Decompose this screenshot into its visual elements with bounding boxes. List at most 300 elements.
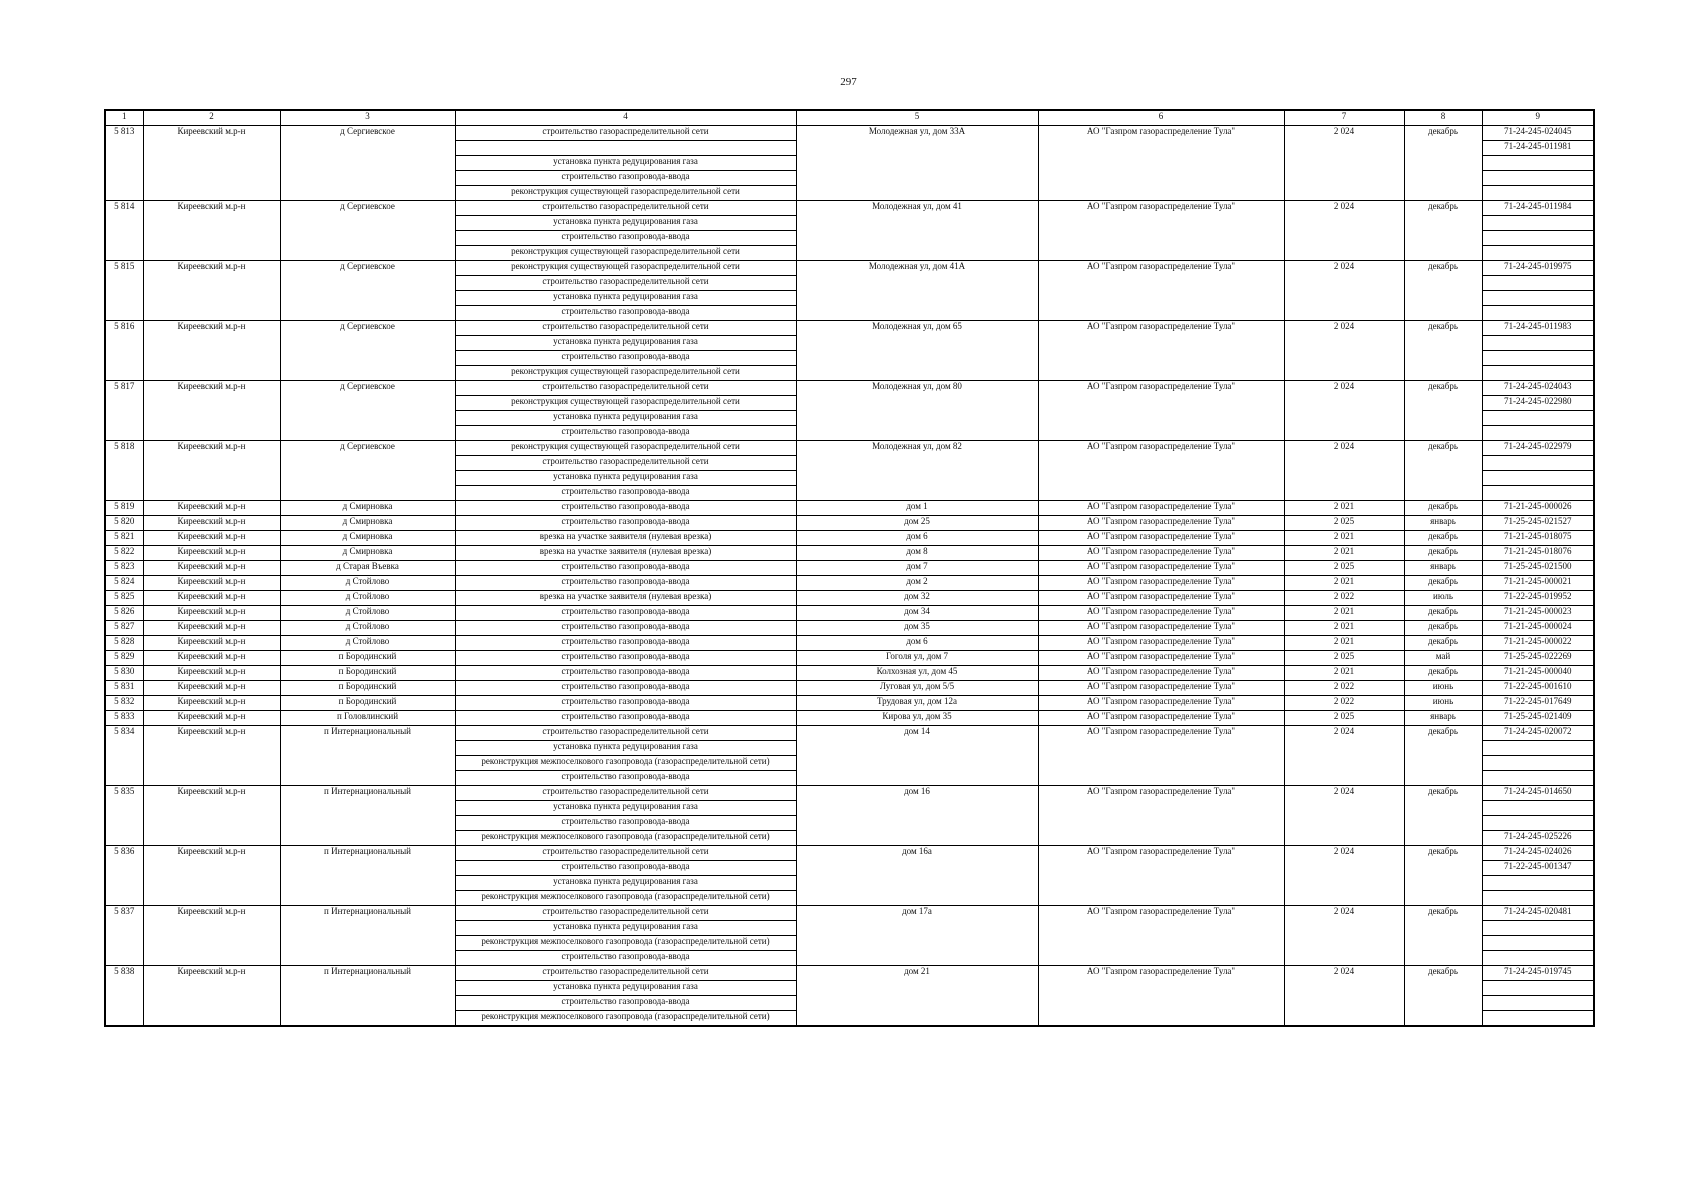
work-type-cell: реконструкция межпоселкового газопровода (газораспределительной сети) [455,891,796,906]
year-cell: 2 024 [1284,726,1404,786]
application-id-cell: 71-21-245-000023 [1482,606,1594,621]
month-cell: июль [1404,591,1482,606]
application-id-cell: 71-25-245-021409 [1482,711,1594,726]
record-number: 5 813 [105,126,143,201]
work-type-cell: установка пункта редуцирования газа [455,411,796,426]
application-id-cell [1482,486,1594,501]
month-cell: декабрь [1404,966,1482,1027]
column-header: 3 [280,110,455,126]
locality-cell: д Смирновка [280,516,455,531]
table-row [105,681,1594,696]
locality-cell: п Бородинский [280,666,455,681]
locality-cell: д Сергиевское [280,441,455,501]
work-type-cell: строительство газораспределительной сети [455,201,796,216]
work-type-cell: строительство газораспределительной сети [455,276,796,291]
application-id-cell: 71-21-245-000040 [1482,666,1594,681]
month-cell: декабрь [1404,201,1482,261]
address-cell: Молодежная ул, дом 82 [796,441,1038,501]
work-type-cell: строительство газопровода-ввода [455,816,796,831]
table-row [105,591,1594,606]
locality-cell: д Сергиевское [280,321,455,381]
gas-connection-register-table [104,109,1595,1027]
application-id-cell: 71-24-245-011983 [1482,321,1594,336]
application-id-cell [1482,891,1594,906]
work-type-cell: установка пункта редуцирования газа [455,801,796,816]
district-cell: Киреевский м.р-н [143,966,280,1027]
record-number: 5 822 [105,546,143,561]
month-cell: декабрь [1404,546,1482,561]
work-type-cell: строительство газораспределительной сети [455,726,796,741]
application-id-cell: 71-24-245-024026 [1482,846,1594,861]
organization-cell: АО "Газпром газораспределение Тула" [1038,606,1284,621]
year-cell: 2 024 [1284,846,1404,906]
organization-cell: АО "Газпром газораспределение Тула" [1038,441,1284,501]
address-cell: дом 16а [796,846,1038,906]
work-type-cell: строительство газораспределительной сети [455,846,796,861]
district-cell: Киреевский м.р-н [143,321,280,381]
record-number: 5 837 [105,906,143,966]
application-id-cell [1482,171,1594,186]
work-type-cell: строительство газораспределительной сети [455,456,796,471]
year-cell: 2 024 [1284,966,1404,1027]
work-type-cell: установка пункта редуцирования газа [455,741,796,756]
work-type-cell: установка пункта редуцирования газа [455,876,796,891]
work-type-cell: реконструкция межпоселкового газопровода (газораспределительной сети) [455,756,796,771]
organization-cell: АО "Газпром газораспределение Тула" [1038,516,1284,531]
organization-cell: АО "Газпром газораспределение Тула" [1038,711,1284,726]
column-header: 4 [455,110,796,126]
work-type-cell: строительство газопровода-ввода [455,951,796,966]
work-type-cell: строительство газораспределительной сети [455,786,796,801]
address-cell: дом 2 [796,576,1038,591]
address-cell: дом 34 [796,606,1038,621]
locality-cell: д Смирновка [280,501,455,516]
address-cell: дом 7 [796,561,1038,576]
record-number: 5 826 [105,606,143,621]
application-id-cell [1482,351,1594,366]
table-row [105,561,1594,576]
address-cell: Молодежная ул, дом 65 [796,321,1038,381]
month-cell: май [1404,651,1482,666]
organization-cell: АО "Газпром газораспределение Тула" [1038,381,1284,441]
district-cell: Киреевский м.р-н [143,126,280,201]
district-cell: Киреевский м.р-н [143,906,280,966]
locality-cell: д Сергиевское [280,126,455,201]
organization-cell: АО "Газпром газораспределение Тула" [1038,321,1284,381]
work-type-cell: строительство газопровода-ввода [455,621,796,636]
year-cell: 2 021 [1284,666,1404,681]
district-cell: Киреевский м.р-н [143,681,280,696]
district-cell: Киреевский м.р-н [143,576,280,591]
month-cell: январь [1404,711,1482,726]
district-cell: Киреевский м.р-н [143,621,280,636]
organization-cell: АО "Газпром газораспределение Тула" [1038,906,1284,966]
address-cell: дом 21 [796,966,1038,1027]
work-type-cell: установка пункта редуцирования газа [455,216,796,231]
locality-cell: д Сергиевское [280,381,455,441]
application-id-cell [1482,951,1594,966]
application-id-cell: 71-21-245-018076 [1482,546,1594,561]
work-type-cell: строительство газопровода-ввода [455,861,796,876]
organization-cell: АО "Газпром газораспределение Тула" [1038,846,1284,906]
work-type-cell: установка пункта редуцирования газа [455,291,796,306]
locality-cell: п Интернациональный [280,726,455,786]
work-type-cell: реконструкция межпоселкового газопровода (газораспределительной сети) [455,831,796,846]
table-row [105,966,1594,981]
application-id-cell: 71-24-245-019745 [1482,966,1594,981]
district-cell: Киреевский м.р-н [143,696,280,711]
district-cell: Киреевский м.р-н [143,726,280,786]
locality-cell: п Бородинский [280,681,455,696]
application-id-cell [1482,996,1594,1011]
table-row [105,516,1594,531]
record-number: 5 816 [105,321,143,381]
organization-cell: АО "Газпром газораспределение Тула" [1038,636,1284,651]
month-cell: декабрь [1404,726,1482,786]
work-type-cell: установка пункта редуцирования газа [455,471,796,486]
address-cell: дом 6 [796,531,1038,546]
work-type-cell: строительство газопровода-ввода [455,771,796,786]
year-cell: 2 024 [1284,321,1404,381]
district-cell: Киреевский м.р-н [143,846,280,906]
work-type-cell: врезка на участке заявителя (нулевая врезка) [455,531,796,546]
column-header: 1 [105,110,143,126]
table-row [105,381,1594,396]
year-cell: 2 021 [1284,501,1404,516]
application-id-cell [1482,231,1594,246]
work-type-cell: строительство газопровода-ввода [455,666,796,681]
year-cell: 2 022 [1284,696,1404,711]
application-id-cell [1482,1011,1594,1027]
address-cell: дом 8 [796,546,1038,561]
table-row [105,531,1594,546]
column-header: 8 [1404,110,1482,126]
work-type-cell: реконструкция существующей газораспределительной сети [455,396,796,411]
record-number: 5 836 [105,846,143,906]
year-cell: 2 024 [1284,381,1404,441]
work-type-cell: врезка на участке заявителя (нулевая врезка) [455,546,796,561]
work-type-cell: строительство газопровода-ввода [455,681,796,696]
work-type-cell: строительство газопровода-ввода [455,651,796,666]
application-id-cell [1482,411,1594,426]
application-id-cell [1482,771,1594,786]
organization-cell: АО "Газпром газораспределение Тула" [1038,666,1284,681]
work-type-cell: строительство газораспределительной сети [455,126,796,141]
organization-cell: АО "Газпром газораспределение Тула" [1038,696,1284,711]
locality-cell: д Смирновка [280,531,455,546]
work-type-cell: реконструкция межпоселкового газопровода (газораспределительной сети) [455,936,796,951]
table-row [105,711,1594,726]
month-cell: декабрь [1404,786,1482,846]
district-cell: Киреевский м.р-н [143,546,280,561]
year-cell: 2 024 [1284,441,1404,501]
application-id-cell [1482,246,1594,261]
record-number: 5 828 [105,636,143,651]
month-cell: декабрь [1404,576,1482,591]
locality-cell: д Стойлово [280,621,455,636]
locality-cell: п Интернациональный [280,966,455,1027]
table-row [105,441,1594,456]
month-cell: декабрь [1404,531,1482,546]
record-number: 5 821 [105,531,143,546]
address-cell: дом 1 [796,501,1038,516]
work-type-cell: реконструкция существующей газораспределительной сети [455,246,796,261]
work-type-cell: строительство газораспределительной сети [455,321,796,336]
work-type-cell: установка пункта редуцирования газа [455,336,796,351]
locality-cell: д Сергиевское [280,201,455,261]
locality-cell: д Стойлово [280,576,455,591]
application-id-cell [1482,366,1594,381]
year-cell: 2 025 [1284,711,1404,726]
application-id-cell [1482,981,1594,996]
district-cell: Киреевский м.р-н [143,531,280,546]
locality-cell: п Интернациональный [280,846,455,906]
work-type-cell: реконструкция существующей газораспределительной сети [455,366,796,381]
application-id-cell: 71-24-245-024043 [1482,381,1594,396]
table-row [105,786,1594,801]
month-cell: декабрь [1404,501,1482,516]
year-cell: 2 024 [1284,906,1404,966]
organization-cell: АО "Газпром газораспределение Тула" [1038,591,1284,606]
application-id-cell: 71-24-245-022980 [1482,396,1594,411]
table-row [105,126,1594,141]
month-cell: декабрь [1404,606,1482,621]
year-cell: 2 025 [1284,561,1404,576]
district-cell: Киреевский м.р-н [143,501,280,516]
work-type-cell: строительство газопровода-ввода [455,636,796,651]
record-number: 5 831 [105,681,143,696]
year-cell: 2 021 [1284,636,1404,651]
application-id-cell [1482,156,1594,171]
district-cell: Киреевский м.р-н [143,666,280,681]
month-cell: декабрь [1404,261,1482,321]
application-id-cell: 71-21-245-000024 [1482,621,1594,636]
work-type-cell: строительство газопровода-ввода [455,426,796,441]
address-cell: Молодежная ул, дом 41А [796,261,1038,321]
month-cell: декабрь [1404,126,1482,201]
month-cell: декабрь [1404,666,1482,681]
organization-cell: АО "Газпром газораспределение Тула" [1038,651,1284,666]
application-id-cell [1482,741,1594,756]
locality-cell: п Интернациональный [280,906,455,966]
locality-cell: д Стойлово [280,636,455,651]
record-number: 5 834 [105,726,143,786]
application-id-cell: 71-24-245-025226 [1482,831,1594,846]
work-type-cell: строительство газопровода-ввода [455,606,796,621]
work-type-cell: врезка на участке заявителя (нулевая врезка) [455,591,796,606]
work-type-cell: строительство газопровода-ввода [455,486,796,501]
table-row [105,576,1594,591]
application-id-cell: 71-24-245-011981 [1482,141,1594,156]
table-row [105,666,1594,681]
table-row [105,546,1594,561]
district-cell: Киреевский м.р-н [143,561,280,576]
address-cell: Трудовая ул, дом 12а [796,696,1038,711]
application-id-cell [1482,921,1594,936]
address-cell: дом 32 [796,591,1038,606]
record-number: 5 823 [105,561,143,576]
work-type-cell: установка пункта редуцирования газа [455,981,796,996]
application-id-cell [1482,426,1594,441]
year-cell: 2 021 [1284,576,1404,591]
work-type-cell: строительство газопровода-ввода [455,696,796,711]
organization-cell: АО "Газпром газораспределение Тула" [1038,261,1284,321]
record-number: 5 825 [105,591,143,606]
year-cell: 2 024 [1284,261,1404,321]
application-id-cell: 71-24-245-020072 [1482,726,1594,741]
table-row [105,606,1594,621]
month-cell: декабрь [1404,906,1482,966]
work-type-cell: строительство газопровода-ввода [455,306,796,321]
month-cell: декабрь [1404,846,1482,906]
table-row [105,651,1594,666]
work-type-cell: строительство газораспределительной сети [455,906,796,921]
work-type-cell: реконструкция межпоселкового газопровода (газораспределительной сети) [455,1011,796,1027]
district-cell: Киреевский м.р-н [143,201,280,261]
column-header: 9 [1482,110,1594,126]
application-id-cell: 71-22-245-001347 [1482,861,1594,876]
month-cell: декабрь [1404,321,1482,381]
application-id-cell [1482,336,1594,351]
locality-cell: д Сергиевское [280,261,455,321]
table-row [105,501,1594,516]
district-cell: Киреевский м.р-н [143,381,280,441]
application-id-cell: 71-24-245-011984 [1482,201,1594,216]
record-number: 5 814 [105,201,143,261]
application-id-cell: 71-22-245-017649 [1482,696,1594,711]
work-type-cell: строительство газопровода-ввода [455,996,796,1011]
application-id-cell: 71-22-245-019952 [1482,591,1594,606]
application-id-cell [1482,291,1594,306]
month-cell: декабрь [1404,621,1482,636]
year-cell: 2 021 [1284,546,1404,561]
year-cell: 2 021 [1284,531,1404,546]
column-header: 5 [796,110,1038,126]
work-type-cell: строительство газопровода-ввода [455,576,796,591]
application-id-cell [1482,186,1594,201]
work-type-cell: строительство газопровода-ввода [455,501,796,516]
district-cell: Киреевский м.р-н [143,651,280,666]
work-type-cell: строительство газораспределительной сети [455,966,796,981]
address-cell: Кирова ул, дом 35 [796,711,1038,726]
application-id-cell [1482,456,1594,471]
record-number: 5 829 [105,651,143,666]
header-row [105,110,1594,126]
district-cell: Киреевский м.р-н [143,636,280,651]
application-id-cell [1482,216,1594,231]
page-number: 297 [840,76,857,88]
address-cell: Молодежная ул, дом 41 [796,201,1038,261]
column-header: 6 [1038,110,1284,126]
record-number: 5 835 [105,786,143,846]
year-cell: 2 025 [1284,651,1404,666]
locality-cell: д Стойлово [280,606,455,621]
year-cell: 2 021 [1284,621,1404,636]
work-type-cell: строительство газопровода-ввода [455,231,796,246]
year-cell: 2 024 [1284,786,1404,846]
application-id-cell: 71-24-245-020481 [1482,906,1594,921]
month-cell: декабрь [1404,636,1482,651]
year-cell: 2 024 [1284,201,1404,261]
application-id-cell [1482,816,1594,831]
record-number: 5 838 [105,966,143,1027]
organization-cell: АО "Газпром газораспределение Тула" [1038,501,1284,516]
application-id-cell: 71-25-245-022269 [1482,651,1594,666]
organization-cell: АО "Газпром газораспределение Тула" [1038,201,1284,261]
locality-cell: п Бородинский [280,696,455,711]
work-type-cell: строительство газопровода-ввода [455,171,796,186]
table-body [105,126,1594,1027]
month-cell: декабрь [1404,441,1482,501]
year-cell: 2 022 [1284,681,1404,696]
record-number: 5 820 [105,516,143,531]
record-number: 5 824 [105,576,143,591]
address-cell: Гоголя ул, дом 7 [796,651,1038,666]
column-header: 2 [143,110,280,126]
district-cell: Киреевский м.р-н [143,516,280,531]
locality-cell: д Смирновка [280,546,455,561]
table-row [105,621,1594,636]
work-type-cell: реконструкция существующей газораспределительной сети [455,441,796,456]
organization-cell: АО "Газпром газораспределение Тула" [1038,546,1284,561]
application-id-cell [1482,306,1594,321]
table-row [105,261,1594,276]
district-cell: Киреевский м.р-н [143,606,280,621]
record-number: 5 832 [105,696,143,711]
application-id-cell: 71-24-245-014650 [1482,786,1594,801]
district-cell: Киреевский м.р-н [143,786,280,846]
application-id-cell: 71-24-245-019975 [1482,261,1594,276]
address-cell: Луговая ул, дом 5/5 [796,681,1038,696]
month-cell: декабрь [1404,381,1482,441]
table-row [105,201,1594,216]
work-type-cell: реконструкция существующей газораспределительной сети [455,261,796,276]
application-id-cell [1482,801,1594,816]
year-cell: 2 021 [1284,606,1404,621]
work-type-cell: строительство газораспределительной сети [455,381,796,396]
address-cell: дом 17а [796,906,1038,966]
application-id-cell [1482,936,1594,951]
application-id-cell: 71-22-245-001610 [1482,681,1594,696]
table-row [105,846,1594,861]
address-cell: дом 16 [796,786,1038,846]
organization-cell: АО "Газпром газораспределение Тула" [1038,621,1284,636]
district-cell: Киреевский м.р-н [143,711,280,726]
organization-cell: АО "Газпром газораспределение Тула" [1038,786,1284,846]
table-row [105,321,1594,336]
address-cell: дом 35 [796,621,1038,636]
address-cell: Молодежная ул, дом 80 [796,381,1038,441]
organization-cell: АО "Газпром газораспределение Тула" [1038,681,1284,696]
organization-cell: АО "Газпром газораспределение Тула" [1038,531,1284,546]
work-type-cell [455,141,796,156]
work-type-cell: строительство газопровода-ввода [455,516,796,531]
year-cell: 2 024 [1284,126,1404,201]
district-cell: Киреевский м.р-н [143,591,280,606]
application-id-cell: 71-25-245-021500 [1482,561,1594,576]
table-row [105,726,1594,741]
application-id-cell: 71-21-245-018075 [1482,531,1594,546]
application-id-cell: 71-25-245-021527 [1482,516,1594,531]
locality-cell: д Стойлово [280,591,455,606]
application-id-cell [1482,876,1594,891]
record-number: 5 833 [105,711,143,726]
district-cell: Киреевский м.р-н [143,441,280,501]
organization-cell: АО "Газпром газораспределение Тула" [1038,126,1284,201]
month-cell: январь [1404,516,1482,531]
organization-cell: АО "Газпром газораспределение Тула" [1038,576,1284,591]
district-cell: Киреевский м.р-н [143,261,280,321]
